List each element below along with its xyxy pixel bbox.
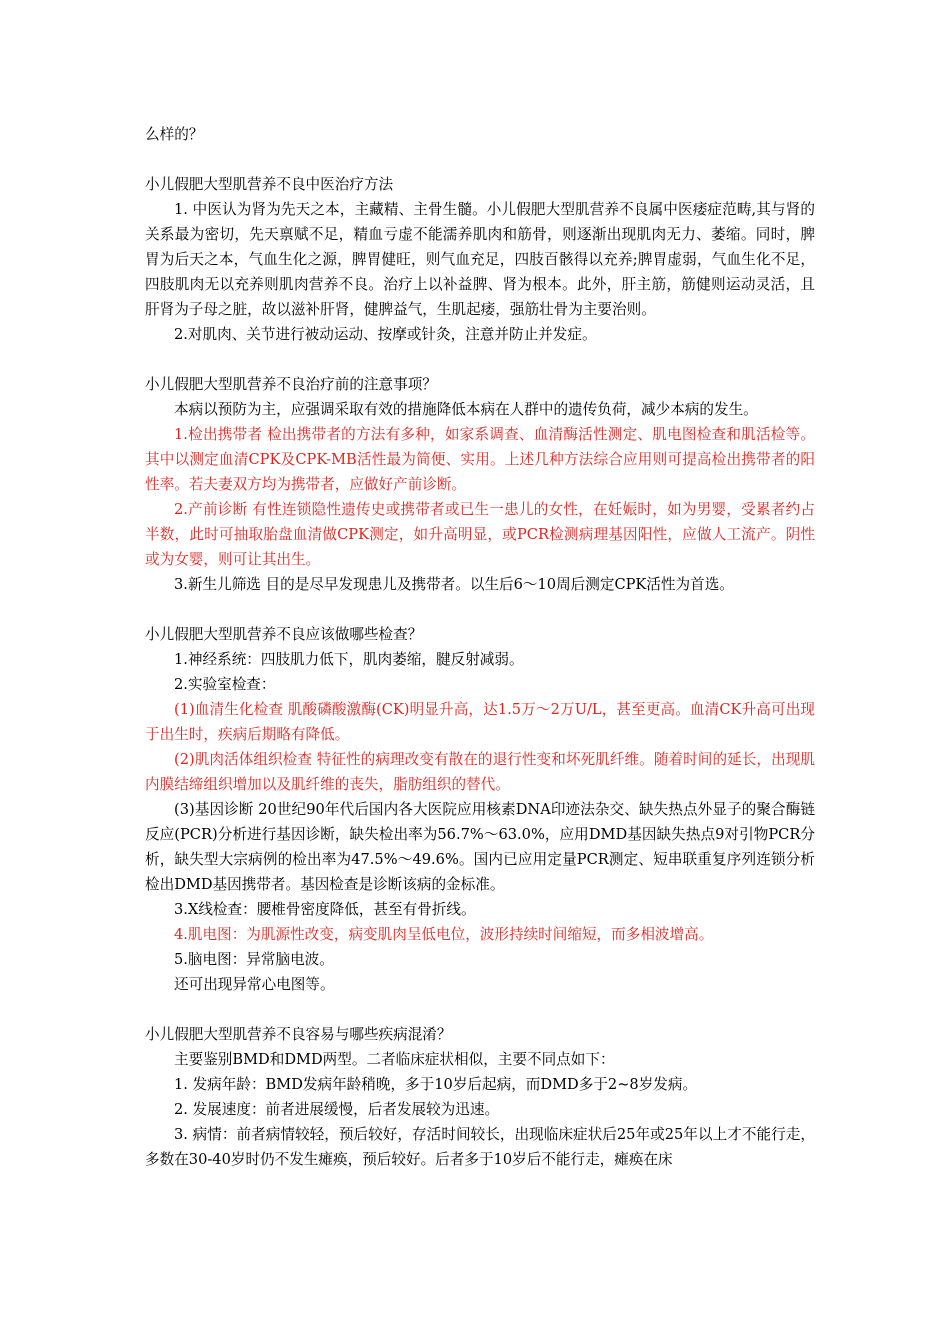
paragraph: (2)肌肉活体组织检查 特征性的病理改变有散在的退行性变和坏死肌纤维。随着时间的延长，出现肌内膜结缔组织增加以及肌纤维的丧失，脂肪组织的替代。 bbox=[145, 751, 815, 793]
paragraph: 2. 发展速度：前者进展缓慢，后者发展较为迅速。 bbox=[174, 1101, 500, 1118]
paragraph: 1.神经系统：四肢肌力低下，肌肉萎缩，腱反射减弱。 bbox=[174, 651, 524, 668]
paragraph: 2.产前诊断 有性连锁隐性遗传史或携带者或已生一患儿的女性，在妊娠时，如为男婴，受累者约占半数，此时可抽取胎盘血清做CPK测定，如升高明显，或PCR检测病理基因阳性，应做人工流产。阴性或为女婴，则可让其出生。 bbox=[145, 501, 815, 568]
paragraph: 1. 发病年龄：BMD发病年龄稍晚，多于10岁后起病，而DMD多于2~8岁发病。 bbox=[174, 1076, 698, 1093]
paragraph-gap bbox=[145, 597, 815, 622]
section-heading: 小儿假肥大型肌营养不良中医治疗方法 bbox=[145, 176, 394, 193]
section-heading: 小儿假肥大型肌营养不良应该做哪些检查？ bbox=[145, 626, 423, 643]
paragraph: 5.脑电图：异常脑电波。 bbox=[174, 951, 334, 968]
paragraph: 本病以预防为主，应强调采取有效的措施降低本病在人群中的遗传负荷，减少本病的发生。 bbox=[174, 401, 758, 418]
paragraph: 2.对肌肉、关节进行被动运动、按摩或针灸，注意并防止并发症。 bbox=[174, 326, 597, 343]
section-heading: 小儿假肥大型肌营养不良容易与哪些疾病混淆？ bbox=[145, 1026, 452, 1043]
paragraph: 主要鉴别BMD和DMD两型。二者临床症状相似，主要不同点如下： bbox=[174, 1051, 615, 1068]
paragraph-gap bbox=[145, 997, 815, 1022]
paragraph-gap bbox=[145, 347, 815, 372]
section-heading: 么样的？ bbox=[145, 126, 204, 143]
paragraph: 3.新生儿筛选 目的是尽早发现患儿及携带者。以生后6～10周后测定CPK活性为首选。 bbox=[174, 576, 734, 593]
paragraph: 3. 病情：前者病情较轻，预后较好，存活时间较长，出现临床症状后25年或25年以上才不能行走，多数在30-40岁时仍不发生瘫痪，预后较好。后者多于10岁后不能行走，瘫痪在床 bbox=[145, 1126, 815, 1168]
paragraph: 还可出现异常心电图等。 bbox=[174, 976, 335, 993]
section-heading: 小儿假肥大型肌营养不良治疗前的注意事项？ bbox=[145, 376, 437, 393]
paragraph: 4.肌电图：为肌源性改变，病变肌肉呈低电位，波形持续时间缩短，而多相波增高。 bbox=[174, 926, 714, 943]
paragraph: (3)基因诊断 20世纪90年代后国内各大医院应用核素DNA印迹法杂交、缺失热点外显子的聚合酶链反应(PCR)分析进行基因诊断，缺失检出率为56.7%～63.0%，应用DMD基因缺失热点9对引物PCR分析，缺失型大宗病例的检出率为47.5%～49.6%。国内已应用定量PCR测定、短串联重复序列连锁分析检出DMD基因携带者。基因检查是诊断该病的金标准。 bbox=[145, 801, 815, 893]
document-body bbox=[145, 122, 815, 1172]
paragraph: 1. 中医认为肾为先天之本，主藏精、主骨生髓。小儿假肥大型肌营养不良属中医痿症范畴,其与肾的关系最为密切，先天禀赋不足，精血亏虚不能濡养肌肉和筋骨，则逐渐出现肌肉无力、萎缩。同时，脾胃为后天之本，气血生化之源，脾胃健旺，则气血充足，四肢百骸得以充养;脾胃虚弱，气血生化不足，四肢肌肉无以充养则肌肉营养不良。治疗上以补益脾、肾为根本。此外，肝主筋，筋健则运动灵活，且肝肾为子母之脏，故以滋补肝肾，健脾益气，生肌起痿，强筋壮骨为主要治则。 bbox=[145, 201, 815, 318]
paragraph: 2.实验室检查： bbox=[174, 676, 276, 693]
paragraph: 3.X线检查：腰椎骨密度降低，甚至有骨折线。 bbox=[174, 901, 476, 918]
paragraph: 1.检出携带者 检出携带者的方法有多种，如家系调查、血清酶活性测定、肌电图检查和肌活检等。其中以测定血清CPK及CPK-MB活性最为简便、实用。上述几种方法综合应用则可提高检出携带者的阳性率。若夫妻双方均为携带者，应做好产前诊断。 bbox=[145, 426, 815, 493]
paragraph: (1)血清生化检查 肌酸磷酸激酶(CK)明显升高，达1.5万～2万U/L，甚至更高。血清CK升高可出现于出生时，疾病后期略有降低。 bbox=[145, 701, 815, 743]
paragraph-gap bbox=[145, 147, 815, 172]
